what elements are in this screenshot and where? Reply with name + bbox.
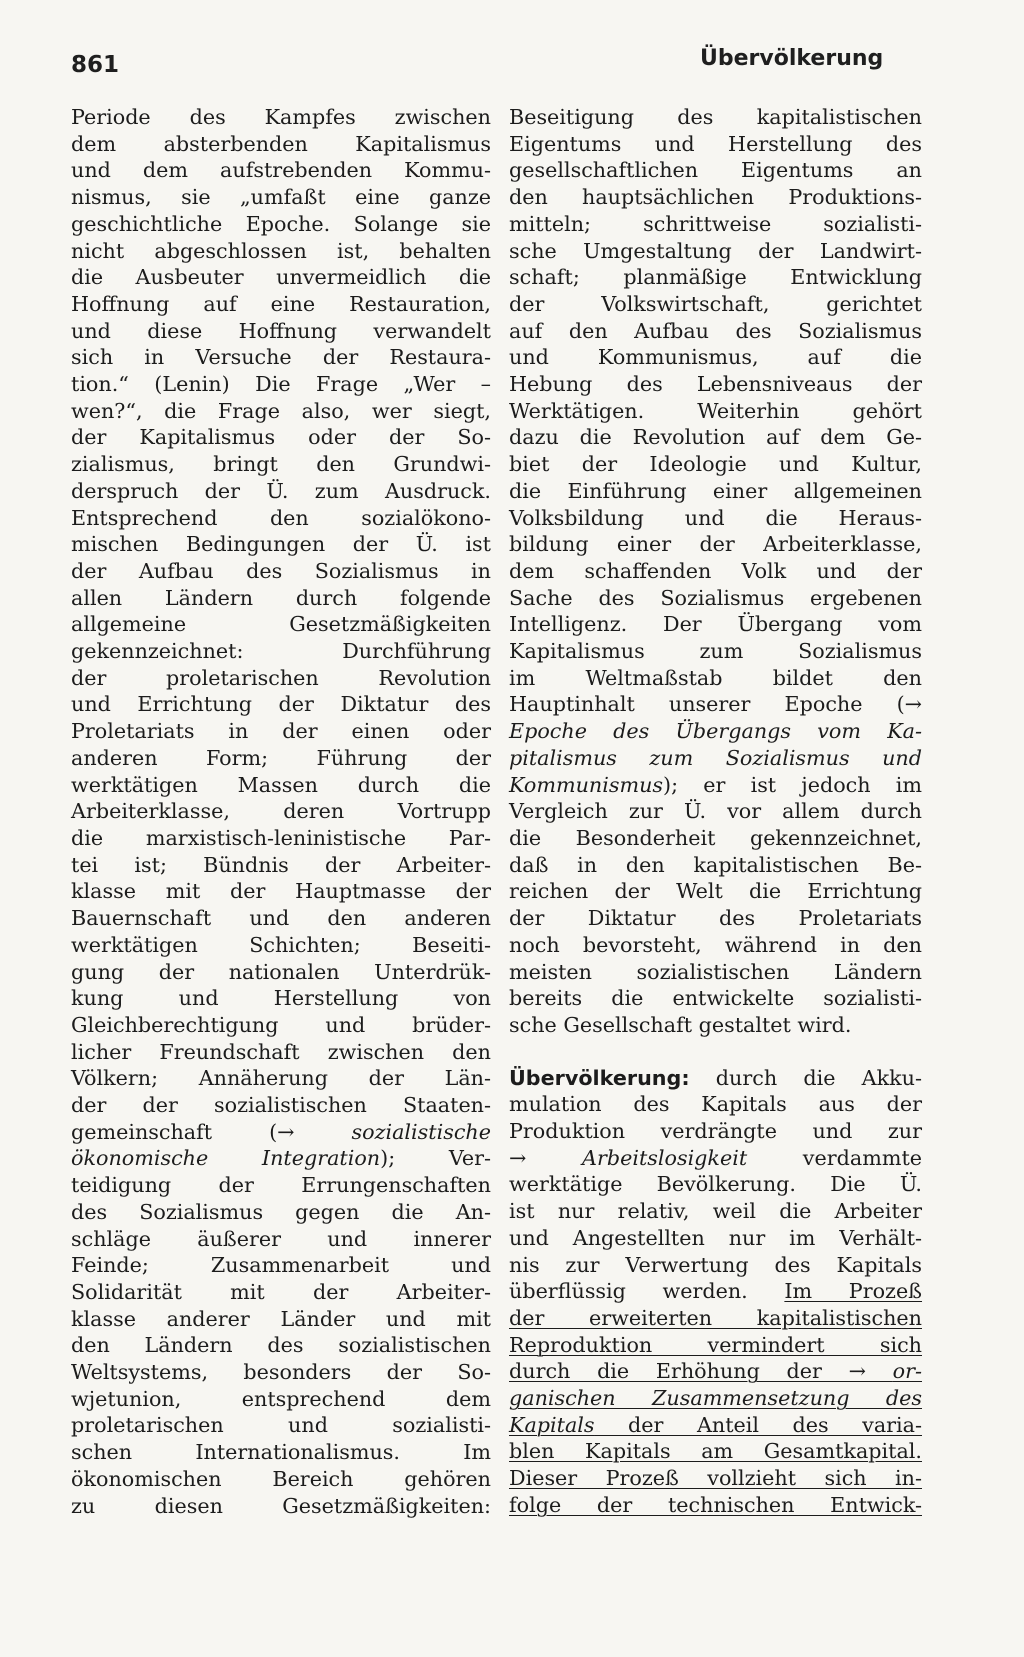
italic-reference: Arbeitslosigkeit [582, 1145, 748, 1170]
text-line: folge der technischen Entwick- [509, 1492, 922, 1517]
text-line: gung der nationalen Unterdrük- [71, 959, 491, 984]
text-line [71, 1145, 491, 1172]
text-segment: verdammte [747, 1145, 922, 1170]
text-line: Hebung des Lebensniveaus der [509, 372, 922, 397]
right-column-lines [509, 798, 922, 1038]
entry-heading-line [509, 1065, 922, 1092]
text-line: bereits die entwickelte sozialisti- [509, 986, 922, 1011]
italic-reference: Epoche des Übergangs vom Ka- [509, 719, 922, 744]
text-line: der Volkswirtschaft, gerichtet [509, 291, 922, 316]
text-line: mischen Bedingungen der Ü. ist [71, 532, 491, 557]
underlined-lines [509, 1438, 922, 1518]
text-line: Solidarität mit der Arbeiter- [71, 1279, 491, 1304]
text-line: und Angestellten nur im Verhält- [509, 1225, 922, 1250]
text-line: im Weltmaßstab bildet den [509, 665, 922, 690]
text-line: werktätige Bevölkerung. Die Ü. [509, 1172, 922, 1197]
text-line: allgemeine Gesetzmäßigkeiten [71, 612, 491, 637]
text-line: dem absterbenden Kapitalismus [71, 131, 491, 156]
text-line: proletarischen und sozialisti- [71, 1413, 491, 1438]
text-line: Werktätigen. Weiterhin gehört [509, 398, 922, 423]
text-line: Reproduktion vermindert sich [509, 1332, 922, 1357]
left-column-lines [71, 104, 491, 1119]
page-number: 861 [71, 52, 120, 78]
text-segment: durch die Akku- [689, 1065, 922, 1090]
text-line: Vergleich zur Ü. vor allem durch [509, 799, 922, 824]
text-segment: durch die Erhöhung der → [509, 1359, 893, 1384]
text-segment: überflüssig werden. [509, 1279, 785, 1304]
text-line [509, 1385, 922, 1412]
text-line: gesellschaftlichen Eigentums an [509, 158, 922, 183]
text-line: schen Internationalismus. Im [71, 1440, 491, 1465]
italic-reference: pitalismus zum Sozialismus und [509, 745, 922, 770]
italic-reference: Kapitals [509, 1412, 595, 1437]
entry-lines [509, 1171, 922, 1278]
text-line [509, 772, 922, 799]
text-line: Hoffnung auf eine Restauration, [71, 291, 491, 316]
text-line: Sache des Sozialismus ergebenen [509, 585, 922, 610]
italic-reference: or- [892, 1359, 922, 1384]
underlined-text: Im Prozeß [784, 1279, 923, 1304]
text-line: gekennzeichnet: Durchführung [71, 639, 491, 664]
text-line: Intelligenz. Der Übergang vom [509, 612, 922, 637]
text-line: Produktion verdrängte und zur [509, 1119, 922, 1144]
text-line: Kapitalismus zum Sozialismus [509, 639, 922, 664]
text-line: den hauptsächlichen Produktions- [509, 185, 922, 210]
text-line: ökonomischen Bereich gehören [71, 1466, 491, 1491]
text-line: mitteln; schrittweise sozialisti- [509, 211, 922, 236]
text-line [509, 1278, 922, 1305]
text-line: nis zur Verwertung des Kapitals [509, 1252, 922, 1277]
text-line: Eigentums und Herstellung des [509, 131, 922, 156]
text-line [509, 1358, 922, 1385]
text-line: derspruch der Ü. zum Ausdruck. [71, 478, 491, 503]
text-line: bildung einer der Arbeiterklasse, [509, 532, 922, 557]
left-column-lines [71, 1172, 491, 1519]
text-line: nicht abgeschlossen ist, behalten [71, 238, 491, 263]
text-line: mulation des Kapitals aus der [509, 1092, 922, 1117]
text-line: schaft; planmäßige Entwicklung [509, 265, 922, 290]
text-line: und Kommunismus, auf die [509, 345, 922, 370]
text-line: wen?“, die Frage also, wer siegt, [71, 398, 491, 423]
text-line: Proletariats in der einen oder [71, 719, 491, 744]
text-line: biet der Ideologie und Kultur, [509, 452, 922, 477]
text-line: reichen der Welt die Errichtung [509, 879, 922, 904]
text-line: sich in Versuche der Restaura- [71, 345, 491, 370]
text-segment: ); Ver- [380, 1146, 491, 1171]
text-line: zialismus, bringt den Grundwi- [71, 452, 491, 477]
text-line: blen Kapitals am Gesamtkapital. [509, 1439, 922, 1464]
text-line: klasse mit der Hauptmasse der [71, 879, 491, 904]
text-line [509, 1412, 922, 1439]
text-segment: ); er ist jedoch im [663, 772, 922, 797]
left-column [71, 104, 491, 1519]
running-head: Übervölkerung [700, 46, 884, 71]
text-line: werktätigen Schichten; Beseiti- [71, 932, 491, 957]
text-line: Periode des Kampfes zwischen [71, 105, 491, 129]
text-line: wjetunion, entsprechend dem [71, 1386, 491, 1411]
text-line: kung und Herstellung von [71, 986, 491, 1011]
text-line: und Errichtung der Diktatur des [71, 692, 491, 717]
text-line [509, 1145, 922, 1172]
text-line: den Ländern des sozialistischen [71, 1333, 491, 1358]
text-line: sche Gesellschaft gestaltet wird. [509, 1012, 852, 1037]
text-line: Volksbildung und die Heraus- [509, 505, 922, 530]
text-line: meisten sozialistischen Ländern [509, 959, 922, 984]
text-line [71, 1119, 491, 1146]
text-line: Hauptinhalt unserer Epoche (→ [509, 692, 922, 717]
text-line: anderen Form; Führung der [71, 745, 491, 770]
text-line: die Einführung einer allgemeinen [509, 478, 922, 503]
text-line: dazu die Revolution auf dem Ge- [509, 425, 922, 450]
text-line: ist nur relativ, weil die Arbeiter [509, 1199, 922, 1224]
entry-lines [509, 1091, 922, 1144]
text-line: noch bevorsteht, während in den [509, 932, 922, 957]
text-line: sche Umgestaltung der Landwirt- [509, 238, 922, 263]
text-line: Feinde; Zusammenarbeit und [71, 1253, 491, 1278]
underlined-lines [509, 1305, 922, 1358]
text-line: tei ist; Bündnis der Arbeiter- [71, 852, 491, 877]
text-line: Dieser Prozeß vollzieht sich in- [509, 1466, 922, 1491]
text-line: der Aufbau des Sozialismus in [71, 558, 491, 583]
text-line: allen Ländern durch folgende [71, 585, 491, 610]
text-line: Völkern; Annäherung der Län- [71, 1066, 491, 1091]
text-line: Arbeiterklasse, deren Vortrupp [71, 799, 491, 824]
text-line: der proletarischen Revolution [71, 665, 491, 690]
text-line: die marxistisch-leninistische Par- [71, 825, 491, 850]
text-line: der Kapitalismus oder der So- [71, 425, 491, 450]
right-column [509, 104, 922, 1519]
text-line: Beseitigung des kapitalistischen [509, 105, 922, 129]
text-line: klasse anderer Länder und mit [71, 1306, 491, 1331]
text-segment: → [509, 1145, 583, 1170]
italic-reference: ökonomische Integration [71, 1146, 381, 1171]
text-line: dem schaffenden Volk und der [509, 558, 922, 583]
text-line: zu diesen Gesetzmäßigkeiten: [71, 1493, 491, 1518]
text-line: licher Freundschaft zwischen den [71, 1039, 491, 1064]
text-line: Weltsystems, besonders der So- [71, 1360, 491, 1385]
text-line: teidigung der Errungenschaften [71, 1173, 491, 1198]
text-line: der erweiterten kapitalistischen [509, 1305, 922, 1330]
text-line: daß in den kapitalistischen Be- [509, 852, 922, 877]
italic-reference: Kommunismus [509, 772, 664, 797]
text-line: werktätigen Massen durch die [71, 772, 491, 797]
entry-spacer [509, 1039, 922, 1065]
text-line: und dem aufstrebenden Kommu- [71, 158, 491, 183]
text-line: tion.“ (Lenin) Die Frage „Wer – [71, 372, 491, 397]
entry-lemma: Übervölkerung: [509, 1065, 690, 1090]
text-line: nismus, sie „umfaßt eine ganze [71, 185, 491, 210]
text-line: auf den Aufbau des Sozialismus [509, 318, 922, 343]
text-segment: gemeinschaft (→ [71, 1119, 352, 1144]
italic-reference: sozialistische [351, 1119, 491, 1144]
text-line: geschichtliche Epoche. Solange sie [71, 211, 491, 236]
text-line [509, 718, 922, 745]
text-line: Entsprechend den sozialökono- [71, 505, 491, 530]
text-segment: der Anteil des varia- [594, 1412, 922, 1437]
text-line: die Besonderheit gekennzeichnet, [509, 825, 922, 850]
text-line: der Diktatur des Proletariats [509, 906, 922, 931]
italic-reference: ganischen Zusammensetzung des [509, 1386, 922, 1411]
text-line [509, 745, 922, 772]
right-column-lines [509, 104, 922, 718]
text-line: Gleichberechtigung und brüder- [71, 1012, 491, 1037]
text-line: und diese Hoffnung verwandelt [71, 318, 491, 343]
text-line: die Ausbeuter unvermeidlich die [71, 265, 491, 290]
text-line: des Sozialismus gegen die An- [71, 1199, 491, 1224]
text-line: schläge äußerer und innerer [71, 1226, 491, 1251]
text-line: Bauernschaft und den anderen [71, 906, 491, 931]
text-line: der der sozialistischen Staaten- [71, 1093, 491, 1118]
